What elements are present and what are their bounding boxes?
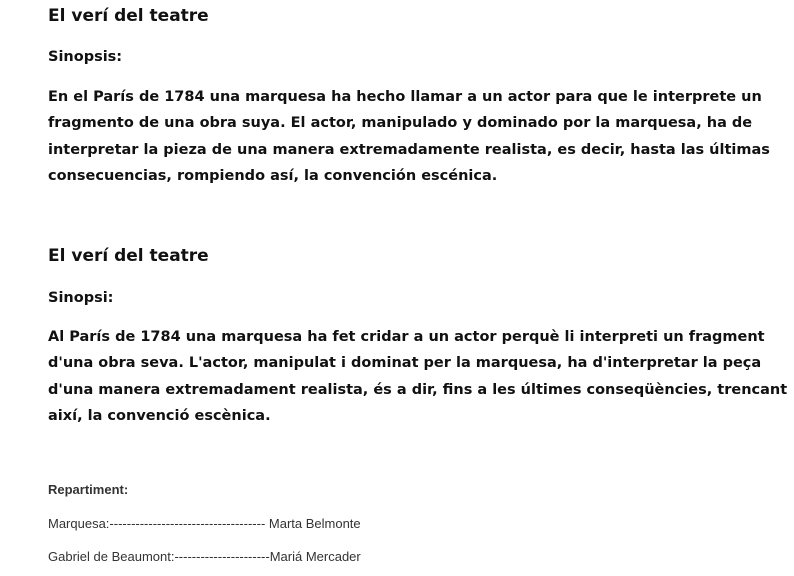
synopsis-line: Al París de 1784 una marquesa ha fet cridar a un actor perquè li interpreti un fragment (48, 329, 765, 345)
synopsis-text-ca (48, 324, 788, 429)
synopsis-line: fragmento de una obra suya. El actor, manipulado y dominado por la marquesa, ha de (48, 115, 753, 132)
cast-row-gabriel: Gabriel de Beaumont:----------------------Mariá Mercader (48, 549, 361, 564)
synopsis-line: d'una obra seva. L'actor, manipulat i dominat per la marquesa, ha d'interpretar la peça (48, 355, 762, 372)
synopsis-text-es (48, 84, 768, 189)
cast-row-marquesa: Marquesa:------------------------------------ Marta Belmonte (48, 516, 361, 531)
section-title-ca: El verí del teatre (48, 246, 209, 266)
synopsis-line: consecuencias, rompiendo así, la convención escénica. (48, 167, 498, 184)
synopsis-line: En el París de 1784 una marquesa ha hecho llamar a un actor para que le interprete un (48, 89, 762, 105)
synopsis-label-es: Sinopsis: (48, 49, 123, 65)
cast-label: Repartiment: (48, 482, 129, 497)
synopsis-line: interpretar la pieza de una manera extremadamente realista, es decir, hasta las últimas (48, 141, 770, 158)
synopsis-line: d'una manera extremadament realista, és a dir, fins a les últimes conseqüències, trencant (48, 381, 788, 398)
synopsis-line: així, la convenció escènica. (48, 407, 271, 424)
synopsis-label-ca: Sinopsi: (48, 290, 114, 306)
section-title-es: El verí del teatre (48, 6, 209, 26)
